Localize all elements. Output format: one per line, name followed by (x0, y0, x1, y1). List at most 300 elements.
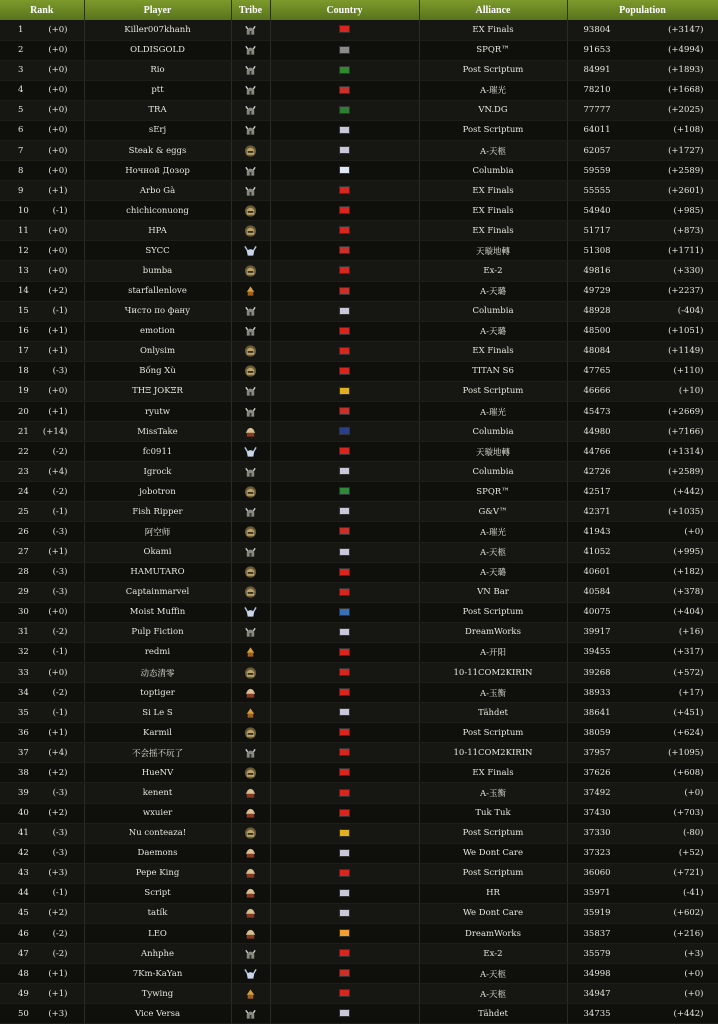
player-cell[interactable] (84, 361, 231, 381)
player-name-link[interactable]: ptt (151, 85, 164, 96)
rank-number: 44 (18, 888, 29, 899)
alliance-name-link[interactable]: EX Finals (472, 185, 514, 196)
alliance-name-link[interactable]: Columbia (472, 426, 514, 437)
country-flag-icon (339, 568, 350, 576)
player-name-link[interactable]: Okami (143, 547, 172, 558)
alliance-cell[interactable] (419, 843, 567, 863)
player-name-link[interactable]: TRA (148, 105, 167, 116)
population-change: (+721) (673, 868, 704, 879)
alliance-name-link[interactable]: EX Finals (472, 346, 514, 357)
alliance-cell[interactable] (419, 201, 567, 221)
player-cell[interactable] (84, 582, 231, 602)
player-cell[interactable] (84, 863, 231, 883)
rank-number: 31 (18, 627, 29, 638)
alliance-name-link[interactable]: Post Scriptum (462, 125, 524, 136)
hun-helmet-icon (244, 866, 257, 880)
player-cell[interactable] (84, 422, 231, 442)
alliance-name-link[interactable]: Tuk Tuk (475, 808, 511, 819)
rank-change: (+0) (48, 125, 68, 136)
player-name-link[interactable]: emotion (140, 326, 175, 337)
player-cell[interactable] (84, 763, 231, 783)
population-change: (+4994) (668, 45, 704, 56)
player-name-link[interactable]: Moist Muffin (129, 607, 186, 618)
header-population[interactable]: Population (567, 0, 718, 20)
player-cell[interactable] (84, 80, 231, 100)
country-flag-icon (339, 768, 350, 776)
player-cell[interactable] (84, 522, 231, 542)
player-name-link[interactable]: THΞ JOKΞR (132, 386, 183, 397)
alliance-cell[interactable] (419, 663, 567, 683)
alliance-name-link[interactable]: EX Finals (472, 205, 514, 216)
player-cell[interactable] (84, 663, 231, 683)
player-cell[interactable] (84, 683, 231, 703)
player-name-link[interactable]: 7Km-KaYan (132, 968, 183, 979)
alliance-name-link[interactable]: A-天柩 (479, 146, 506, 157)
player-cell[interactable] (84, 341, 231, 361)
alliance-name-link[interactable]: Post Scriptum (462, 386, 524, 397)
alliance-cell[interactable] (419, 944, 567, 964)
population-value: 40075 (583, 607, 611, 618)
alliance-cell[interactable] (419, 642, 567, 662)
population-cell (567, 984, 718, 1004)
tribe-cell (231, 984, 270, 1004)
player-cell[interactable] (84, 301, 231, 321)
player-cell[interactable] (84, 883, 231, 903)
player-cell[interactable] (84, 502, 231, 522)
alliance-cell[interactable] (419, 442, 567, 462)
population-cell (567, 80, 718, 100)
player-name-link[interactable]: 不会摇不玩了 (131, 748, 183, 759)
table-row (0, 924, 718, 944)
player-name-link[interactable]: ryutw (144, 406, 171, 417)
alliance-name-link[interactable]: A-天璐 (479, 568, 506, 579)
roman-helmet-icon (244, 666, 257, 680)
alliance-cell[interactable] (419, 1004, 567, 1024)
alliance-name-link[interactable]: We Dont Care (463, 908, 523, 919)
alliance-name-link[interactable]: DreamWorks (465, 627, 521, 638)
table-row (0, 140, 718, 160)
tribe-cell (231, 401, 270, 421)
rank-cell (0, 843, 84, 863)
player-name-link[interactable]: toptiger (140, 687, 175, 698)
population-change: (-41) (683, 888, 704, 899)
player-cell[interactable] (84, 903, 231, 923)
rank-number: 37 (18, 747, 29, 758)
player-cell[interactable] (84, 100, 231, 120)
player-cell[interactable] (84, 20, 231, 40)
player-cell[interactable] (84, 984, 231, 1004)
player-cell[interactable] (84, 944, 231, 964)
player-name-link[interactable]: HPA (148, 225, 167, 236)
rank-change: (+1) (48, 968, 68, 979)
population-cell (567, 783, 718, 803)
player-cell[interactable] (84, 482, 231, 502)
alliance-name-link[interactable]: EX Finals (472, 767, 514, 778)
header-rank[interactable]: Rank (0, 0, 84, 20)
player-cell[interactable] (84, 823, 231, 843)
alliance-name-link[interactable]: A-天柩 (479, 989, 506, 1000)
player-cell[interactable] (84, 140, 231, 160)
rank-cell (0, 20, 84, 40)
alliance-cell[interactable] (419, 462, 567, 482)
player-name-link[interactable]: 动态清零 (140, 668, 175, 679)
alliance-name-link[interactable]: 天璇地轉 (475, 447, 510, 458)
alliance-cell[interactable] (419, 703, 567, 723)
tribe-cell (231, 582, 270, 602)
alliance-cell[interactable] (419, 803, 567, 823)
table-row (0, 703, 718, 723)
player-cell[interactable] (84, 281, 231, 301)
rank-change: (-3) (52, 788, 68, 798)
alliance-cell[interactable] (419, 221, 567, 241)
rank-cell (0, 743, 84, 763)
player-name-link[interactable]: Fish Ripper (132, 506, 183, 517)
rank-cell (0, 80, 84, 100)
player-cell[interactable] (84, 642, 231, 662)
table-row (0, 522, 718, 542)
alliance-name-link[interactable]: VN Bar (477, 587, 509, 598)
teuton-helmet-icon (244, 83, 257, 97)
alliance-cell[interactable] (419, 964, 567, 984)
alliance-cell[interactable] (419, 903, 567, 923)
player-cell[interactable] (84, 161, 231, 181)
country-cell (270, 642, 419, 662)
alliance-name-link[interactable]: A-天璐 (479, 327, 506, 338)
player-cell[interactable] (84, 40, 231, 60)
alliance-name-link[interactable]: A-璀光 (479, 86, 506, 97)
player-cell[interactable] (84, 401, 231, 421)
alliance-name-link[interactable]: A-天柩 (479, 969, 506, 980)
population-change: (+330) (673, 265, 704, 276)
player-cell[interactable] (84, 743, 231, 763)
alliance-name-link[interactable]: Post Scriptum (462, 868, 524, 879)
alliance-cell[interactable] (419, 140, 567, 160)
alliance-cell[interactable] (419, 341, 567, 361)
rank-cell (0, 40, 84, 60)
alliance-cell[interactable] (419, 984, 567, 1004)
player-name-link[interactable]: bumba (142, 265, 173, 276)
player-name-link[interactable]: MissTake (137, 426, 178, 437)
player-name-link[interactable]: Anhphe (140, 948, 175, 959)
alliance-cell[interactable] (419, 582, 567, 602)
alliance-cell[interactable] (419, 723, 567, 743)
alliance-cell[interactable] (419, 181, 567, 201)
alliance-cell[interactable] (419, 883, 567, 903)
alliance-name-link[interactable]: Columbia (472, 306, 514, 317)
population-change: (+572) (673, 667, 704, 678)
player-cell[interactable] (84, 201, 231, 221)
alliance-name-link[interactable]: VN.DG (478, 105, 508, 116)
table-row (0, 80, 718, 100)
rank-change: (+1) (48, 547, 68, 558)
alliance-cell[interactable] (419, 562, 567, 582)
alliance-cell[interactable] (419, 683, 567, 703)
header-country[interactable]: Country (270, 0, 419, 20)
alliance-cell[interactable] (419, 622, 567, 642)
population-cell (567, 823, 718, 843)
rank-number: 39 (18, 788, 29, 798)
player-name-link[interactable]: Tywing (141, 988, 174, 999)
player-cell[interactable] (84, 221, 231, 241)
country-flag-icon (339, 106, 350, 114)
country-flag-icon (339, 166, 350, 174)
player-cell[interactable] (84, 924, 231, 944)
player-name-link[interactable]: Onlysim (139, 346, 176, 357)
country-cell (270, 843, 419, 863)
country-cell (270, 823, 419, 843)
alliance-name-link[interactable]: A-开阳 (479, 648, 506, 659)
alliance-name-link[interactable]: SPQR™ (476, 45, 510, 56)
player-name-link[interactable]: Killer007khanh (124, 24, 191, 35)
player-name-link[interactable]: SYCC (145, 245, 170, 256)
rank-cell (0, 321, 84, 341)
alliance-name-link[interactable]: TITAN S6 (472, 366, 514, 377)
rank-cell (0, 161, 84, 181)
alliance-name-link[interactable]: Columbia (472, 165, 514, 176)
alliance-name-link[interactable]: A-璀光 (479, 527, 506, 538)
rank-cell (0, 924, 84, 944)
header-tribe[interactable]: Tribe (231, 0, 270, 20)
rank-number: 33 (18, 667, 29, 678)
country-flag-icon (339, 748, 350, 756)
alliance-cell[interactable] (419, 401, 567, 421)
population-change: (+2025) (668, 105, 704, 116)
player-name-link[interactable]: OLDISGOLD (130, 45, 185, 56)
alliance-cell[interactable] (419, 381, 567, 401)
alliance-name-link[interactable]: A-天璐 (479, 287, 506, 298)
alliance-name-link[interactable]: Tähdet (478, 1008, 508, 1019)
table-row (0, 683, 718, 703)
player-name-link[interactable]: tatík (147, 908, 168, 919)
table-row (0, 743, 718, 763)
player-name-link[interactable]: redmi (144, 647, 171, 658)
tribe-cell (231, 361, 270, 381)
country-flag-icon (339, 889, 350, 897)
population-value: 45473 (583, 406, 611, 417)
alliance-cell[interactable] (419, 80, 567, 100)
alliance-name-link[interactable]: Tähdet (478, 707, 508, 718)
player-cell[interactable] (84, 321, 231, 341)
alliance-name-link[interactable]: HR (486, 888, 500, 899)
alliance-name-link[interactable]: Post Scriptum (462, 828, 524, 839)
population-value: 91653 (583, 45, 611, 56)
alliance-cell[interactable] (419, 743, 567, 763)
player-cell[interactable] (84, 241, 231, 261)
player-cell[interactable] (84, 181, 231, 201)
player-cell[interactable] (84, 803, 231, 823)
player-name-link[interactable]: Captainmarvel (125, 587, 190, 598)
country-flag-icon (339, 688, 350, 696)
alliance-name-link[interactable]: A-玉衡 (479, 688, 506, 699)
alliance-name-link[interactable]: G&V™ (478, 506, 508, 517)
country-flag-icon (339, 146, 350, 154)
alliance-name-link[interactable]: Post Scriptum (462, 65, 524, 76)
population-change: (+1668) (668, 85, 704, 96)
rank-change: (-2) (52, 486, 68, 497)
alliance-cell[interactable] (419, 261, 567, 281)
player-cell[interactable] (84, 442, 231, 462)
alliance-cell[interactable] (419, 301, 567, 321)
alliance-name-link[interactable]: SPQR™ (476, 486, 510, 497)
hun-helmet-icon (244, 927, 257, 941)
player-name-link[interactable]: jobotron (139, 486, 176, 497)
player-name-link[interactable]: Arbo Gà (139, 185, 176, 196)
player-name-link[interactable]: Script (144, 888, 171, 899)
player-cell[interactable] (84, 462, 231, 482)
alliance-name-link[interactable]: EX Finals (472, 225, 514, 236)
teuton-helmet-icon (244, 184, 257, 198)
rank-change: (+0) (48, 667, 68, 678)
player-name-link[interactable]: Vice Versa (134, 1008, 181, 1019)
alliance-cell[interactable] (419, 502, 567, 522)
population-value: 64011 (583, 125, 611, 136)
player-name-link[interactable]: Si Le S (142, 707, 173, 718)
alliance-name-link[interactable]: A-玉衡 (479, 789, 506, 799)
player-name-link[interactable]: fc0911 (142, 446, 173, 457)
player-name-link[interactable]: 阿空师 (144, 527, 171, 538)
country-cell (270, 361, 419, 381)
player-cell[interactable] (84, 1004, 231, 1024)
roman-helmet-icon (244, 565, 257, 579)
alliance-name-link[interactable]: A-璀光 (479, 407, 506, 418)
player-name-link[interactable]: Pepe King (135, 868, 180, 879)
player-cell[interactable] (84, 60, 231, 80)
alliance-cell[interactable] (419, 120, 567, 140)
alliance-cell[interactable] (419, 281, 567, 301)
player-name-link[interactable]: Nu conteaza! (128, 828, 187, 839)
alliance-cell[interactable] (419, 763, 567, 783)
country-flag-icon (339, 929, 350, 937)
tribe-cell (231, 924, 270, 944)
player-cell[interactable] (84, 381, 231, 401)
player-name-link[interactable]: Bống Xù (139, 366, 176, 377)
rank-number: 21 (18, 426, 29, 437)
player-name-link[interactable]: chichiconuong (126, 205, 189, 216)
alliance-cell[interactable] (419, 482, 567, 502)
alliance-cell[interactable] (419, 602, 567, 622)
alliance-name-link[interactable]: Post Scriptum (462, 607, 524, 618)
rank-cell (0, 984, 84, 1004)
player-name-link[interactable]: Ночной Дозор (125, 165, 190, 176)
player-name-link[interactable]: Karmil (143, 727, 172, 738)
player-name-link[interactable]: starfallenlove (128, 286, 187, 297)
player-name-link[interactable]: Daemons (137, 848, 178, 859)
population-cell (567, 241, 718, 261)
alliance-cell[interactable] (419, 863, 567, 883)
player-name-link[interactable]: LEO (148, 928, 167, 939)
alliance-name-link[interactable]: 10-11COM2KIRIN (453, 747, 533, 758)
alliance-name-link[interactable]: We Dont Care (463, 848, 523, 859)
country-cell (270, 1004, 419, 1024)
player-cell[interactable] (84, 542, 231, 562)
player-cell[interactable] (84, 964, 231, 984)
alliance-cell[interactable] (419, 241, 567, 261)
alliance-cell[interactable] (419, 100, 567, 120)
alliance-name-link[interactable]: EX Finals (472, 24, 514, 35)
population-cell (567, 100, 718, 120)
player-name-link[interactable]: kenent (142, 788, 173, 798)
population-change: (+2589) (668, 466, 704, 477)
alliance-name-link[interactable]: DreamWorks (465, 928, 521, 939)
country-flag-icon (339, 467, 350, 475)
alliance-cell[interactable] (419, 522, 567, 542)
player-name-link[interactable]: HueNV (141, 767, 174, 778)
alliance-cell[interactable] (419, 422, 567, 442)
alliance-name-link[interactable]: A-天柩 (479, 548, 506, 559)
country-flag-icon (339, 909, 350, 917)
alliance-name-link[interactable]: 10-11COM2KIRIN (453, 667, 533, 678)
player-cell[interactable] (84, 703, 231, 723)
player-name-link[interactable]: Чисто по фану (124, 306, 191, 317)
alliance-cell[interactable] (419, 321, 567, 341)
rank-number: 26 (18, 526, 29, 537)
rank-change: (+0) (48, 607, 68, 618)
tribe-cell (231, 482, 270, 502)
alliance-cell[interactable] (419, 40, 567, 60)
player-cell[interactable] (84, 602, 231, 622)
player-name-link[interactable]: Rio (150, 65, 165, 76)
teuton-helmet-icon (244, 123, 257, 137)
country-cell (270, 181, 419, 201)
tribe-cell (231, 542, 270, 562)
alliance-cell[interactable] (419, 542, 567, 562)
player-cell[interactable] (84, 562, 231, 582)
rank-change: (+1) (48, 727, 68, 738)
rank-cell (0, 622, 84, 642)
player-name-link[interactable]: sErj (148, 125, 167, 136)
player-name-link[interactable]: Igrock (143, 466, 172, 477)
alliance-name-link[interactable]: Ex-2 (483, 948, 503, 959)
tribe-cell (231, 120, 270, 140)
country-flag-icon (339, 969, 350, 977)
alliance-cell[interactable] (419, 161, 567, 181)
alliance-name-link[interactable]: Ex-2 (483, 265, 503, 276)
player-name-link[interactable]: wxuier (142, 808, 173, 819)
alliance-cell[interactable] (419, 924, 567, 944)
country-flag-icon (339, 668, 350, 676)
population-cell (567, 120, 718, 140)
rank-change: (-2) (52, 627, 68, 638)
header-player[interactable]: Player (84, 0, 231, 20)
header-alliance[interactable]: Alliance (419, 0, 567, 20)
alliance-name-link[interactable]: Columbia (472, 466, 514, 477)
country-cell (270, 442, 419, 462)
player-cell[interactable] (84, 120, 231, 140)
population-value: 51308 (583, 245, 611, 256)
rank-change: (+1) (48, 326, 68, 337)
player-cell[interactable] (84, 622, 231, 642)
player-name-link[interactable]: Pulp Fiction (131, 627, 184, 638)
player-cell[interactable] (84, 843, 231, 863)
player-cell[interactable] (84, 783, 231, 803)
player-name-link[interactable]: HAMUTARO (130, 567, 185, 578)
rank-cell (0, 221, 84, 241)
alliance-cell[interactable] (419, 20, 567, 40)
population-change: (+442) (673, 486, 704, 497)
player-cell[interactable] (84, 723, 231, 743)
alliance-cell[interactable] (419, 60, 567, 80)
table-row (0, 361, 718, 381)
alliance-name-link[interactable]: 天璇地轉 (475, 246, 510, 257)
alliance-cell[interactable] (419, 783, 567, 803)
alliance-cell[interactable] (419, 823, 567, 843)
rank-number: 7 (18, 145, 24, 156)
alliance-name-link[interactable]: Post Scriptum (462, 727, 524, 738)
alliance-cell[interactable] (419, 361, 567, 381)
player-cell[interactable] (84, 261, 231, 281)
country-cell (270, 502, 419, 522)
player-name-link[interactable]: Steak & eggs (128, 145, 187, 156)
